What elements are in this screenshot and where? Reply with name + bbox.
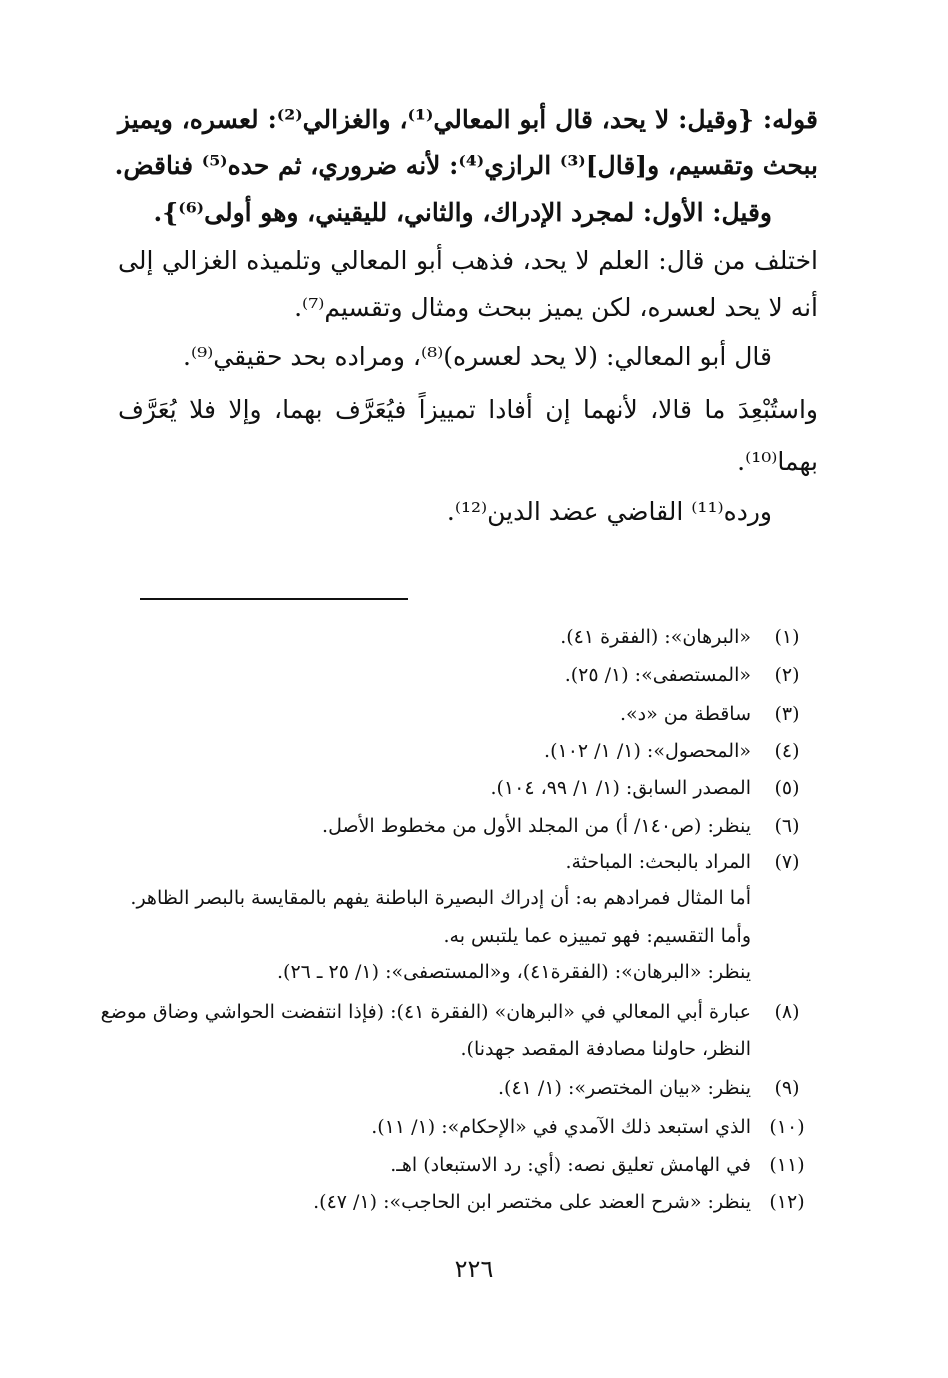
main-line-2: ببحث وتقسيم، و[قال]⁽³⁾ الرازي⁽⁴⁾: لأنه ضروري، ثم حده⁽⁵⁾ فناقض.	[114, 151, 818, 180]
footnote-text: ينظر: «البرهان»: (الفقرة٤١)، و«المستصفى»: (١/ ٢٥ ـ ٢٦).	[277, 961, 751, 983]
main-line-6: قال أبو المعالي: (لا يحد لعسره)⁽⁸⁾، ومراده بحد حقيقي⁽⁹⁾.	[183, 342, 772, 371]
main-line-1: قوله: {وقيل: لا يحد، قال أبو المعالي⁽¹⁾، والغزالي⁽²⁾: لعسره، ويميز	[118, 105, 818, 134]
footnote-text: ينظر: (ص١٤٠/ أ) من المجلد الأول من مخطوط الأصل.	[322, 815, 751, 837]
footnote-text: «المحصول»: (١/ ١/ ١٠٢).	[544, 740, 751, 762]
footnote-text: المصدر السابق: (١/ ١/ ٩٩، ١٠٤).	[490, 777, 751, 799]
footnote-number: (١)	[774, 626, 800, 648]
footnote-separator	[140, 598, 408, 600]
footnote-text: ينظر: «بيان المختصر»: (١/ ٤١).	[498, 1077, 751, 1099]
footnote-number: (١٠)	[769, 1116, 805, 1138]
footnote-number: (٨)	[774, 1001, 800, 1023]
main-line-4: اختلف من قال: العلم لا يحد، فذهب أبو المعالي وتلميذه الغزالي إلى	[118, 246, 818, 275]
footnote-text: ينظر: «شرح العضد على مختصر ابن الحاجب»: (١/ ٤٧).	[313, 1191, 751, 1213]
main-line-7: واستُبْعِدَ ما قالا، لأنهما إن أفادا تمييزاً فيُعَرَّف بهما، وإلا فلا يُعَرَّف	[118, 395, 818, 424]
footnote-text: النظر، حاولنا مصادفة المقصد جهدنا).	[460, 1038, 751, 1060]
footnote-text: وأما التقسيم: فهو تمييزه عما يلتبس به.	[443, 925, 751, 947]
footnote-text: «المستصفى»: (١/ ٢٥).	[564, 664, 751, 686]
main-line-9: ورده⁽¹¹⁾ القاضي عضد الدين⁽¹²⁾.	[446, 497, 772, 526]
footnote-text: ساقطة من «د».	[619, 703, 751, 725]
footnote-number: (٢)	[774, 664, 800, 686]
main-line-5: أنه لا يحد لعسره، لكن يميز ببحث ومثال وتقسيم⁽⁷⁾.	[294, 293, 818, 322]
footnote-text: المراد بالبحث: المباحثة.	[565, 851, 751, 873]
main-line-3: وقيل: الأول: لمجرد الإدراك، والثاني، لليقيني، وهو أولى⁽⁶⁾}.	[153, 198, 772, 227]
footnote-text: الذي استبعد ذلك الآمدي في «الإحكام»: (١/ ١١).	[371, 1116, 751, 1138]
main-line-8: بهما⁽¹⁰⁾.	[737, 447, 818, 476]
page-number: ٢٢٦	[454, 1255, 494, 1283]
footnote-number: (٤)	[774, 740, 800, 762]
footnote-number: (١٢)	[769, 1191, 805, 1213]
footnote-text: «البرهان»: (الفقرة ٤١).	[560, 626, 751, 648]
footnote-text: أما المثال فمرادهم به: أن إدراك البصيرة الباطنة يفهم بالمقايسة بالبصر الظاهر.	[130, 887, 751, 909]
footnote-number: (٥)	[774, 777, 800, 799]
footnote-number: (٩)	[774, 1077, 800, 1099]
footnote-text: في الهامش تعليق نصه: (أي: رد الاستبعاد) اهـ.	[390, 1154, 751, 1176]
footnote-number: (١١)	[769, 1154, 805, 1176]
footnote-number: (٣)	[774, 703, 800, 725]
footnote-number: (٦)	[774, 815, 800, 837]
footnote-text: عبارة أبي المعالي في «البرهان» (الفقرة ٤١): (فإذا انتفضت الحواشي وضاق موضع	[100, 1001, 751, 1023]
footnote-number: (٧)	[774, 851, 800, 873]
